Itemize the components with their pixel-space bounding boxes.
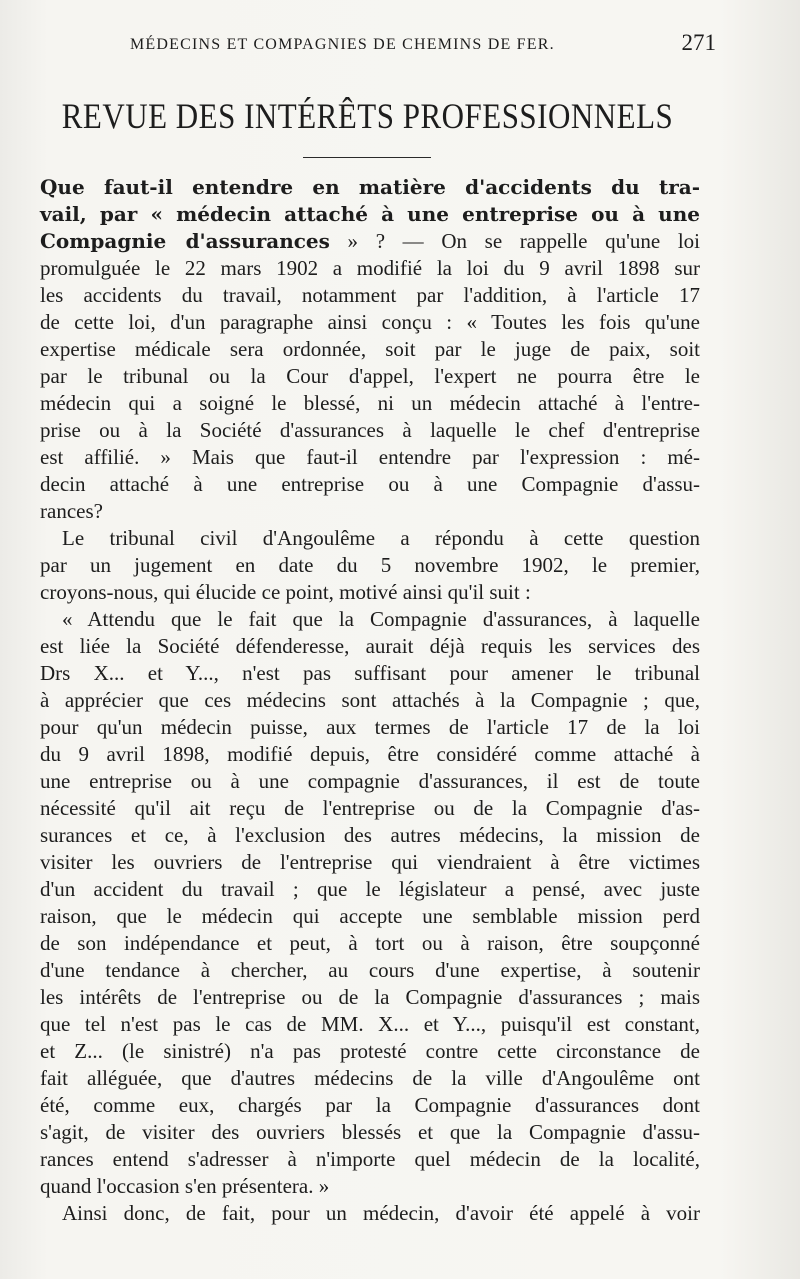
page-number: 271 (681, 30, 716, 55)
running-title: MÉDECINS ET COMPAGNIES DE CHEMINS DE FER. (130, 36, 555, 53)
text-span: promulguée le 22 mars 1902 a modifié la loi du 9 avril 1898 sur (40, 256, 700, 280)
text-line (40, 1200, 700, 1227)
bold-text: Compagnie d'assurances (40, 229, 330, 253)
text-span: Ainsi donc, de fait, pour un médecin, d'avoir été appelé à voir (62, 1201, 700, 1225)
text-line (40, 849, 700, 876)
text-span: expertise médicale sera ordonnée, soit par le juge de paix, soit (40, 337, 700, 361)
text-line (40, 606, 700, 633)
text-span: Le tribunal civil d'Angoulême a répondu à cette question (62, 526, 700, 550)
text-line (40, 309, 700, 336)
text-span: de cette loi, d'un paragraphe ainsi conçu : « Toutes les fois qu'une (40, 310, 700, 334)
text-span: est liée la Société défenderesse, aurait déjà requis les services des (40, 634, 700, 658)
text-line (40, 795, 700, 822)
text-line (40, 660, 700, 687)
text-line (40, 957, 700, 984)
text-span: rances? (40, 499, 103, 523)
text-line (40, 633, 700, 660)
text-line (40, 174, 700, 201)
text-span: une entreprise ou à une compagnie d'assurances, il est de toute (40, 769, 700, 793)
text-span: nécessité qu'il ait reçu de l'entreprise ou de la Compagnie d'as- (40, 796, 700, 820)
text-line (40, 1011, 700, 1038)
text-line (40, 228, 700, 255)
text-span: par un jugement en date du 5 novembre 1902, le premier, (40, 553, 700, 577)
text-span: decin attaché à une entreprise ou à une Compagnie d'assu- (40, 472, 700, 496)
text-span: est affilié. » Mais que faut-il entendre par l'expression : mé- (40, 445, 700, 469)
title-rule (303, 157, 431, 158)
text-line (40, 822, 700, 849)
text-span: les accidents du travail, notamment par l'addition, à l'article 17 (40, 283, 700, 307)
text-line (40, 876, 700, 903)
text-line (40, 498, 700, 525)
text-span: « Attendu que le fait que la Compagnie d'assurances, à laquelle (62, 607, 700, 631)
text-line (40, 579, 700, 606)
bold-text: Que faut-il entendre en matière d'accidents du tra- (40, 175, 700, 199)
text-line (40, 768, 700, 795)
text-span: que tel n'est pas le cas de MM. X... et Y..., puisqu'il est constant, (40, 1012, 700, 1036)
text-span: du 9 avril 1898, modifié depuis, être considéré comme attaché à (40, 742, 700, 766)
text-line (40, 444, 700, 471)
text-line (40, 552, 700, 579)
text-span: fait alléguée, que d'autres médecins de la ville d'Angoulême ont (40, 1066, 700, 1090)
text-line (40, 1092, 700, 1119)
text-span: et Z... (le sinistré) n'a pas protesté contre cette circonstance de (40, 1039, 700, 1063)
text-span: pour qu'un médecin puisse, aux termes de l'article 17 de la loi (40, 715, 700, 739)
text-line (40, 687, 700, 714)
text-span: médecin qui a soigné le blessé, ni un médecin attaché à l'entre- (40, 391, 700, 415)
text-line (40, 363, 700, 390)
text-line (40, 255, 700, 282)
text-line (40, 1119, 700, 1146)
text-span: été, comme eux, chargés par la Compagnie d'assurances dont (40, 1093, 700, 1117)
text-line (40, 984, 700, 1011)
text-line (40, 471, 700, 498)
text-line (40, 741, 700, 768)
text-span: d'une tendance à chercher, au cours d'une expertise, à soutenir (40, 958, 700, 982)
text-line (40, 1065, 700, 1092)
text-span: raison, que le médecin qui accepte une semblable mission perd (40, 904, 700, 928)
text-span: de son indépendance et peut, à tort ou à raison, être soupçonné (40, 931, 700, 955)
text-line (40, 903, 700, 930)
text-span: s'agit, de visiter des ouvriers blessés et que la Compagnie d'assu- (40, 1120, 700, 1144)
text-span: croyons-nous, qui élucide ce point, motivé ainsi qu'il suit : (40, 580, 531, 604)
text-span: rances entend s'adresser à n'importe quel médecin de la localité, (40, 1147, 700, 1171)
text-line (40, 930, 700, 957)
text-line (40, 390, 700, 417)
text-span: d'un accident du travail ; que le législateur a pensé, avec juste (40, 877, 700, 901)
text-line (40, 336, 700, 363)
bold-text: vail, par « médecin attaché à une entreprise ou à une (40, 202, 700, 226)
text-line (40, 282, 700, 309)
text-span: prise ou à la Société d'assurances à laquelle le chef d'entreprise (40, 418, 700, 442)
text-span: Drs X... et Y..., n'est pas suffisant pour amener le tribunal (40, 661, 700, 685)
text-line (40, 417, 700, 444)
running-header (44, 30, 716, 60)
text-span: quand l'occasion s'en présentera. » (40, 1174, 330, 1198)
body-text (40, 174, 700, 1227)
text-span: » ? — On se rappelle qu'une loi (329, 229, 700, 253)
text-span: surances et ce, à l'exclusion des autres médecins, la mission de (40, 823, 700, 847)
text-line (40, 714, 700, 741)
text-line (40, 1038, 700, 1065)
text-line (40, 525, 700, 552)
text-span: les intérêts de l'entreprise ou de la Compagnie d'assurances ; mais (40, 985, 700, 1009)
text-span: visiter les ouvriers de l'entreprise qui viendraient à être victimes (40, 850, 700, 874)
text-line (40, 201, 700, 228)
text-line (40, 1146, 700, 1173)
text-span: par le tribunal ou la Cour d'appel, l'expert ne pourra être le (40, 364, 700, 388)
text-line (40, 1173, 700, 1200)
section-title: REVUE DES INTÉRÊTS PROFESSIONNELS (61, 96, 674, 137)
text-span: à apprécier que ces médecins sont attachés à la Compagnie ; que, (40, 688, 700, 712)
